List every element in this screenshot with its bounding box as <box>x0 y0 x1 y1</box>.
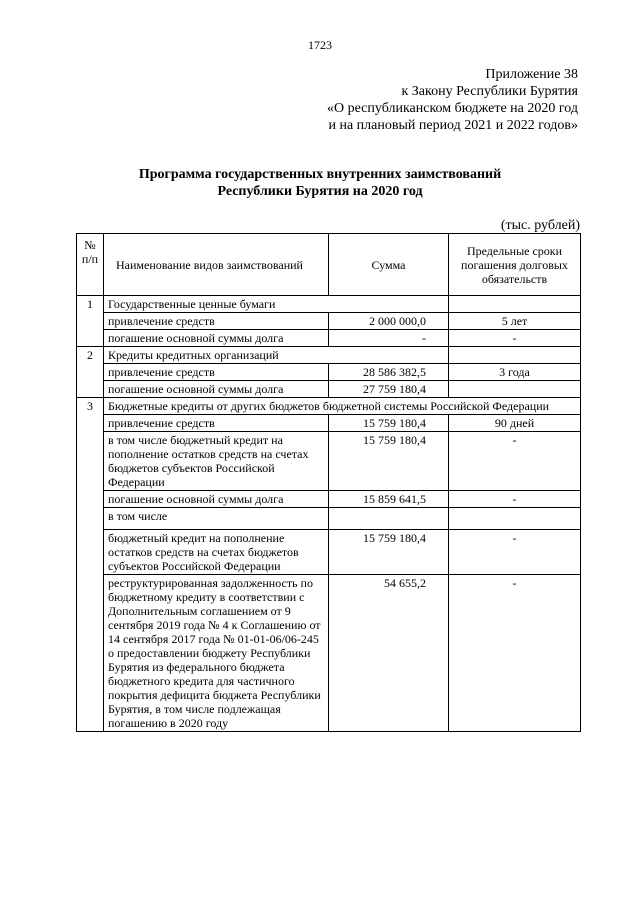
row-term: - <box>449 575 581 732</box>
row-sum: 2 000 000,0 <box>329 313 449 330</box>
row-sum: 15 759 180,4 <box>329 415 449 432</box>
row-sum: 15 859 641,5 <box>329 491 449 508</box>
row-term: - <box>449 330 581 347</box>
row-term: 3 года <box>449 364 581 381</box>
row-sum: - <box>329 330 449 347</box>
row-name: реструктурированная задолженность по бюджетному кредиту в соответствии с Дополнительным соглашением от 9 сентября 2019 года № 4 к Соглашению от 14 сентября 2017 года № 01-01-06/06-245 о предоставлении бюджету Республики Бурятия из федерального бюджета бюджетного кредита для частичного покрытия дефицита бюджета Республики Бурятия, в том числе подлежащая погашению в 2020 году <box>104 575 329 732</box>
row-term: - <box>449 530 581 575</box>
row-name: погашение основной суммы долга <box>104 330 329 347</box>
header-no: № п/п <box>77 234 104 296</box>
section-title: Бюджетные кредиты от других бюджетов бюджетной системы Российской Федерации <box>104 398 581 415</box>
row-name: привлечение средств <box>104 313 329 330</box>
document-title <box>0 166 640 200</box>
row-term <box>449 508 581 530</box>
section-title: Кредиты кредитных организаций <box>104 347 449 364</box>
row-term: - <box>449 491 581 508</box>
title-line: Программа государственных внутренних заимствований <box>138 167 502 182</box>
header-term: Предельные сроки погашения долговых обязательств <box>449 234 581 296</box>
table-row <box>77 398 581 415</box>
row-number: 2 <box>77 347 104 398</box>
table-row <box>77 330 581 347</box>
row-name: погашение основной суммы долга <box>104 491 329 508</box>
table-row <box>77 508 581 530</box>
appendix-line: и на плановый период 2021 и 2022 годов» <box>328 118 578 133</box>
row-name: привлечение средств <box>104 364 329 381</box>
row-name: погашение основной суммы долга <box>104 381 329 398</box>
title-line: Республики Бурятия на 2020 год <box>217 184 423 199</box>
appendix-line: Приложение 38 <box>485 67 578 82</box>
row-number: 3 <box>77 398 104 732</box>
table-row <box>77 415 581 432</box>
row-name: бюджетный кредит на пополнение остатков средств на счетах бюджетов субъектов Российской Федерации <box>104 530 329 575</box>
header-name: Наименование видов заимствований <box>104 234 329 296</box>
header-sum: Сумма <box>329 234 449 296</box>
page-number: 1723 <box>308 38 332 52</box>
table-row <box>77 364 581 381</box>
row-sum: 15 759 180,4 <box>329 530 449 575</box>
table-header-row <box>77 234 581 296</box>
appendix-line: к Закону Республики Бурятия <box>401 84 578 99</box>
row-term: 5 лет <box>449 313 581 330</box>
table-row <box>77 530 581 575</box>
table-row <box>77 296 581 313</box>
units-label: (тыс. рублей) <box>500 218 580 233</box>
row-name: в том числе <box>104 508 329 530</box>
row-name: в том числе бюджетный кредит на пополнение остатков средств на счетах бюджетов субъектов Российской Федерации <box>104 432 329 491</box>
table-row <box>77 313 581 330</box>
term-cell <box>449 296 581 313</box>
table-row <box>77 491 581 508</box>
row-term <box>449 381 581 398</box>
row-name: привлечение средств <box>104 415 329 432</box>
borrowings-table <box>76 233 581 732</box>
term-cell <box>449 347 581 364</box>
row-sum: 54 655,2 <box>329 575 449 732</box>
table-row <box>77 432 581 491</box>
row-term: - <box>449 432 581 491</box>
table-row <box>77 575 581 732</box>
row-term: 90 дней <box>449 415 581 432</box>
row-sum: 28 586 382,5 <box>329 364 449 381</box>
row-number: 1 <box>77 296 104 347</box>
table-row <box>77 347 581 364</box>
appendix-line: «О республиканском бюджете на 2020 год <box>327 101 578 116</box>
row-sum: 15 759 180,4 <box>329 432 449 491</box>
section-title: Государственные ценные бумаги <box>104 296 449 313</box>
appendix-header <box>327 66 578 134</box>
row-sum <box>329 508 449 530</box>
table-row <box>77 381 581 398</box>
row-sum: 27 759 180,4 <box>329 381 449 398</box>
